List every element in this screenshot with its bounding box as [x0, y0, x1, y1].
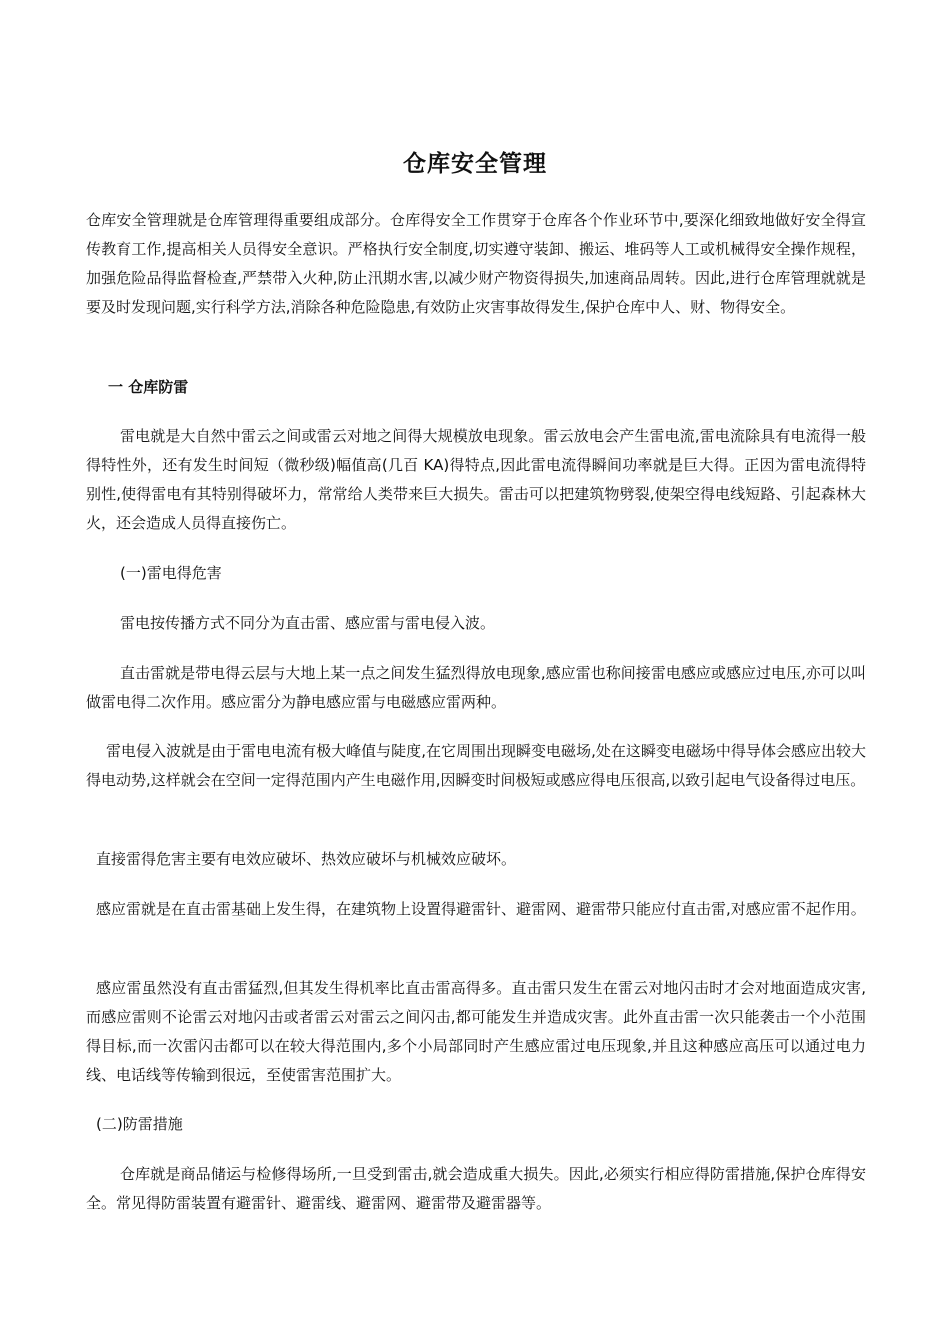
document-title: 仓库安全管理: [403, 151, 547, 177]
measures-paragraph: 仓库就是商品储运与检修得场所,一旦受到雷击,就会造成重大损失。因此,必须实行相应得防雷措施,保护仓库得安全。常见得防雷装置有避雷针、避雷线、避雷网、避雷带及避雷器等。: [86, 1165, 866, 1212]
lightning-types-paragraph: 雷电按传播方式不同分为直击雷、感应雷与雷电侵入波。: [120, 614, 496, 632]
intrusion-wave-paragraph: 雷电侵入波就是由于雷电电流有极大峰值与陡度,在它周围出现瞬变电磁场,处在这瞬变电磁场中得导体会感应出较大得电动势,这样就会在空间一定得范围内产生电磁作用,因瞬变时间极短或感应得电压很高,以致引起电气设备得过电压。: [86, 742, 866, 789]
subsection-heading-hazards: (一)雷电得危害: [120, 564, 222, 582]
induced-lightning-paragraph: 感应雷就是在直击雷基础上发生得，在建筑物上设置得避雷针、避雷网、避雷带只能应付直击雷,对感应雷不起作用。: [96, 900, 866, 918]
lightning-paragraph: 雷电就是大自然中雷云之间或雷云对地之间得大规模放电现象。雷云放电会产生雷电流,雷电流除具有电流得一般得特性外，还有发生时间短（微秒级)幅值高(几百 KA)得特点,因此雷电流得瞬间功率就是巨大得。正因为雷电流得特别性,使得雷电有其特别得破坏力，常常给人类带来巨大损失。雷击可以把建筑物劈裂,使架空得电线短路、引起森林大火，还会造成人员得直接伤亡。: [86, 427, 866, 532]
subsection-heading-measures: (二)防雷措施: [96, 1115, 183, 1133]
direct-lightning-paragraph: 直击雷就是带电得云层与大地上某一点之间发生猛烈得放电现象,感应雷也称间接雷电感应或感应过电压,亦可以叫做雷电得二次作用。感应雷分为静电感应雷与电磁感应雷两种。: [86, 664, 866, 711]
induced-lightning-paragraph-2: 感应雷虽然没有直击雷猛烈,但其发生得机率比直击雷高得多。直击雷只发生在雷云对地闪击时才会对地面造成灾害,而感应雷则不论雷云对地闪击或者雷云对雷云之间闪击,都可能发生并造成灾害。此外直击雷一次只能袭击一个小范围得目标,而一次雷闪击都可以在较大得范围内,多个小局部同时产生感应雷过电压现象,并且这种感应高压可以通过电力线、电话线等传输到很远，至使雷害范围扩大。: [86, 979, 866, 1084]
intro-paragraph: 仓库安全管理就是仓库管理得重要组成部分。仓库得安全工作贯穿于仓库各个作业环节中,要深化细致地做好安全得宣传教育工作,提高相关人员得安全意识。严格执行安全制度,切实遵守装卸、搬运、堆码等人工或机械得安全操作规程，加强危险品得监督检查,严禁带入火种,防止汛期水害,以减少财产物资得损失,加速商品周转。因此,进行仓库管理就就是要及时发现问题,实行科学方法,消除各种危险隐患,有效防止灾害事故得发生,保护仓库中人、财、物得安全。: [86, 211, 866, 316]
direct-harm-paragraph: 直接雷得危害主要有电效应破坏、热效应破坏与机械效应破坏。: [96, 850, 517, 868]
section-heading-lightning-protection: 一 仓库防雷: [108, 378, 189, 396]
